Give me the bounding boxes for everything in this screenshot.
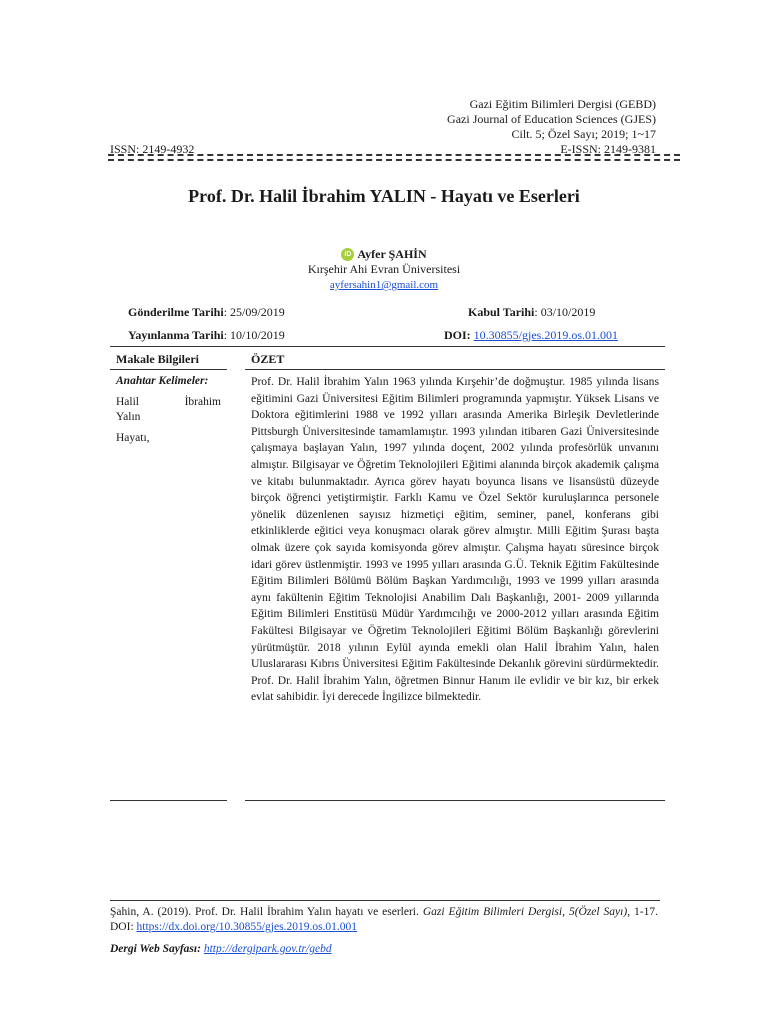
table-top-rule — [110, 346, 665, 347]
author — [341, 247, 426, 262]
submitted-value: : 25/09/2019 — [223, 305, 285, 319]
published-date — [128, 328, 285, 343]
accepted-value: : 03/10/2019 — [534, 305, 596, 319]
abstract-bottom-rule — [245, 800, 665, 801]
journal-header — [447, 97, 656, 142]
doi-row — [444, 328, 618, 343]
author-affiliation: Kırşehir Ahi Evran Üniversitesi — [307, 262, 461, 276]
journal-name-en: Gazi Journal of Education Sciences (GJES) — [447, 112, 656, 126]
abstract-heading: ÖZET — [251, 352, 285, 366]
issn: ISSN: 2149-4932 — [110, 142, 195, 156]
keyword-item — [116, 395, 221, 425]
submitted-label: Gönderilme Tarihi — [128, 305, 224, 319]
journal-name-tr: Gazi Eğitim Bilimleri Dergisi (GEBD) — [469, 97, 656, 111]
keywords-panel — [116, 374, 221, 446]
header-divider — [108, 154, 680, 161]
citation-rule — [110, 900, 660, 901]
published-label: Yayınlanma Tarihi — [128, 328, 224, 342]
keyword-part: İbrahim — [184, 396, 221, 408]
author-block — [0, 245, 768, 293]
article-title: Prof. Dr. Halil İbrahim YALIN - Hayatı ve Eserleri — [188, 186, 580, 206]
keyword-part: Hayatı, — [116, 432, 150, 444]
web-label: Dergi Web Sayfası: — [110, 943, 201, 955]
journal-web — [110, 943, 332, 955]
keyword-part: Halil — [116, 396, 139, 408]
info-bottom-rule — [110, 800, 227, 801]
doi-label: DOI: — [444, 328, 471, 342]
keyword-part: Yalın — [116, 411, 141, 423]
keywords-label: Anahtar Kelimeler: — [116, 375, 209, 387]
info-head-rule — [110, 369, 227, 370]
citation-doi-link[interactable]: https://dx.doi.org/10.30855/gjes.2019.os.01.001 — [136, 921, 358, 933]
citation-pages: , 1-17. DOI: — [110, 906, 658, 933]
author-email-link[interactable]: ayfersahin1@gmail.com — [329, 279, 439, 291]
citation — [110, 905, 658, 935]
orcid-icon[interactable]: iD — [341, 248, 354, 261]
accepted-label: Kabul Tarihi — [468, 305, 535, 319]
author-name: Ayfer ŞAHİN — [357, 247, 427, 261]
keyword-item — [116, 431, 221, 446]
submitted-date — [128, 305, 285, 320]
doi-link[interactable]: 10.30855/gjes.2019.os.01.001 — [473, 328, 619, 342]
web-link[interactable]: http://dergipark.gov.tr/gebd — [203, 943, 332, 955]
citation-journal: Gazi Eğitim Bilimleri Dergisi, 5(Özel Sayı) — [422, 906, 628, 918]
article-info-heading: Makale Bilgileri — [116, 352, 199, 366]
citation-text: Şahin, A. (2019). Prof. Dr. Halil İbrahim Yalın hayatı ve eserleri. — [110, 906, 423, 918]
abstract-text: Prof. Dr. Halil İbrahim Yalın 1963 yılında Kırşehir’de doğmuştur. 1985 yılında lisans eğitimini Gazi Üniversitesi Eğitim Bilimleri programında yapmıştır. Yüksek Lisans ve Doktora eğitimlerini 1988 ve 1992 yılları arasında Amerika Birleşik Devletlerinde Pittsburgh Üniversitesinde tamamlamıştır. 1993 yılından itibaren Gazi Üniversitesinde çalışmaya başlayan Yalın, 1997 yılında doçent, 2002 yılında profesörlük unvanını almıştır. Bilgisayar ve Öğretim Teknolojileri Eğitimi alanında birçok akademik çalışma ve kitabı bulunmaktadır. Ayrıca görev hayatı boyunca lisans ve lisansüstü düzeyde birçok öğrenci yetiştirmiştir. Farklı Kamu ve Özel Sektör kuruluşlarınca personele yönelik düzenlenen sayısız hizmetiçi eğitim, seminer, panel, konferans gibi etkinliklerde eğitici veya konuşmacı olarak görev almıştır. Milli Eğitim Şurası başta olmak üzere çok sayıda komisyonda görev almıştır. Çalışma hayatı süresince birçok idari görev üstlenmiştir. 1993 ve 1995 yılları arasında G.Ü. Teknik Eğitim Fakültesinde Eğitim Bilimleri Bölümü Bölüm Başkan Yardımcılığı, 1993 ve 1999 yılları arasında aynı fakültenin Eğitim Teknolojisi Anabilim Dalı Başkanlığı, 2001- 2009 yıllarında Eğitim Bilimleri Enstitüsü Müdür Yardımcılığı ve 2000-2012 yılları arasında Eğitim Fakültesi Bilgisayar ve Öğretim Teknolojileri Eğitimi Bölüm Başkanlığı görevlerini yürütmüştür. 2018 yılının Eylül ayında emekli olan Halil İbrahim Yalın, halen Uluslararası Kıbrıs Üniversitesi Eğitim Fakültesinde Dekanlık görevini sürdürmektedir. Prof. Dr. Halil İbrahim Yalın, öğretmen Binnur Hanım ile evlidir ve bir kız, bir erkek evlat sahibidir. İyi derecede İngilizce bilmektedir. — [251, 375, 659, 704]
abstract-head-rule — [245, 369, 665, 370]
published-value: : 10/10/2019 — [223, 328, 285, 342]
accepted-date — [468, 305, 595, 320]
journal-volume: Cilt. 5; Özel Sayı; 2019; 1~17 — [511, 127, 656, 141]
eissn: E-ISSN: 2149-9381 — [560, 142, 656, 156]
